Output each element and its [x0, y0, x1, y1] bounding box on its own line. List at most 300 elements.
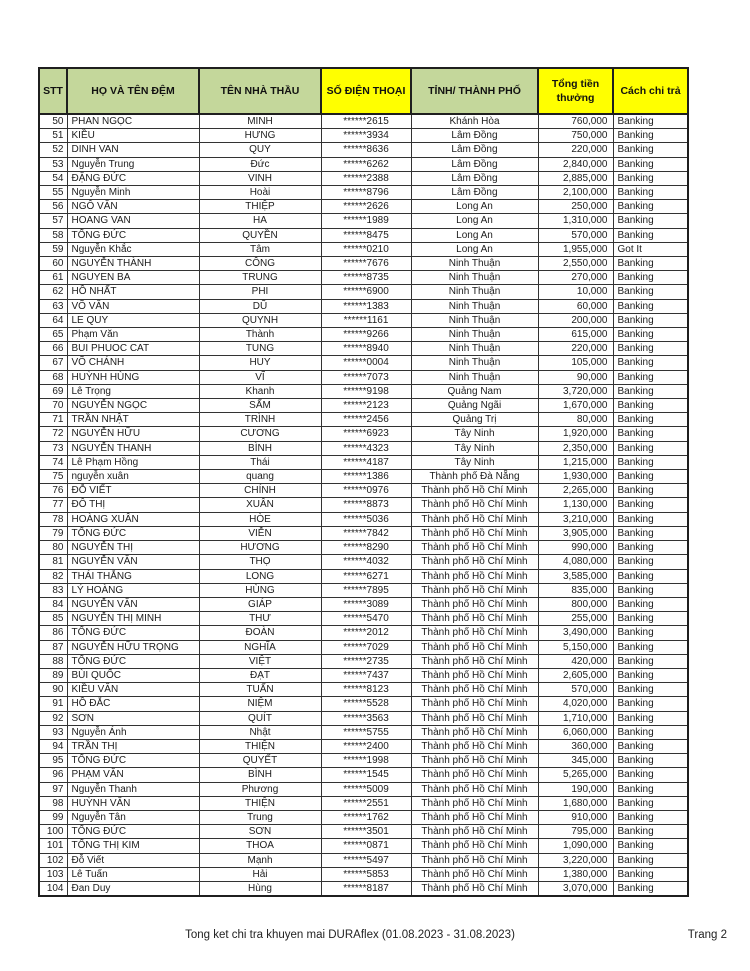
cell-contractor: Tâm — [199, 242, 321, 256]
col-header-phone: SỐ ĐIỆN THOẠI — [321, 68, 411, 114]
cell-stt: 61 — [39, 271, 67, 285]
cell-province: Thành phố Hồ Chí Minh — [411, 782, 538, 796]
cell-name: DINH VAN — [67, 143, 199, 157]
table-row — [39, 654, 688, 668]
cell-phone: ******8940 — [321, 342, 411, 356]
cell-amount: 105,000 — [538, 356, 613, 370]
cell-stt: 90 — [39, 683, 67, 697]
cell-name: NGUYỄN HỮU TRỌNG — [67, 640, 199, 654]
cell-province: Quảng Trị — [411, 413, 538, 427]
cell-contractor: HA — [199, 214, 321, 228]
cell-province: Ninh Thuận — [411, 356, 538, 370]
cell-province: Lâm Đồng — [411, 143, 538, 157]
table-row — [39, 612, 688, 626]
cell-amount: 3,720,000 — [538, 384, 613, 398]
cell-payment: Banking — [613, 200, 688, 214]
cell-phone: ******1989 — [321, 214, 411, 228]
cell-payment: Banking — [613, 484, 688, 498]
cell-payment: Banking — [613, 171, 688, 185]
cell-amount: 1,680,000 — [538, 796, 613, 810]
cell-contractor: Thái — [199, 455, 321, 469]
cell-province: Thành phố Hồ Chí Minh — [411, 668, 538, 682]
cell-phone: ******5755 — [321, 725, 411, 739]
cell-name: Lê Phạm Hồng — [67, 455, 199, 469]
cell-province: Thành phố Hồ Chí Minh — [411, 569, 538, 583]
cell-amount: 2,550,000 — [538, 257, 613, 271]
winners-table — [38, 67, 689, 897]
table-row — [39, 810, 688, 824]
cell-province: Thành phố Hồ Chí Minh — [411, 810, 538, 824]
cell-stt: 82 — [39, 569, 67, 583]
cell-name: HỒ NHẤT — [67, 285, 199, 299]
cell-name: NGUYEN BA — [67, 271, 199, 285]
cell-payment: Got It — [613, 242, 688, 256]
cell-amount: 3,210,000 — [538, 512, 613, 526]
cell-contractor: THƯ — [199, 612, 321, 626]
cell-stt: 103 — [39, 867, 67, 881]
cell-stt: 95 — [39, 754, 67, 768]
cell-province: Long An — [411, 242, 538, 256]
cell-province: Thành phố Hồ Chí Minh — [411, 881, 538, 896]
cell-name: TỐNG ĐỨC — [67, 754, 199, 768]
cell-payment: Banking — [613, 399, 688, 413]
table-row — [39, 328, 688, 342]
cell-phone: ******6900 — [321, 285, 411, 299]
cell-stt: 69 — [39, 384, 67, 398]
table-row — [39, 498, 688, 512]
cell-name: NGUYỄN THỊ MINH — [67, 612, 199, 626]
cell-phone: ******8187 — [321, 881, 411, 896]
cell-amount: 2,265,000 — [538, 484, 613, 498]
cell-contractor: quang — [199, 470, 321, 484]
cell-contractor: THIỆN — [199, 739, 321, 753]
cell-stt: 97 — [39, 782, 67, 796]
cell-name: VÕ VĂN — [67, 299, 199, 313]
table-row — [39, 569, 688, 583]
cell-contractor: GIÁP — [199, 597, 321, 611]
cell-name: ĐẶNG ĐỨC — [67, 171, 199, 185]
cell-name: Đỗ Viết — [67, 853, 199, 867]
col-header-province: TỈNH/ THÀNH PHỐ — [411, 68, 538, 114]
table-row — [39, 455, 688, 469]
cell-stt: 67 — [39, 356, 67, 370]
cell-name: TỐNG ĐỨC — [67, 626, 199, 640]
cell-province: Thành phố Đà Nẵng — [411, 470, 538, 484]
cell-phone: ******3501 — [321, 825, 411, 839]
cell-contractor: THIỆN — [199, 796, 321, 810]
table-row — [39, 356, 688, 370]
cell-province: Thành phố Hồ Chí Minh — [411, 654, 538, 668]
cell-stt: 58 — [39, 228, 67, 242]
cell-province: Thành phố Hồ Chí Minh — [411, 484, 538, 498]
cell-province: Tây Ninh — [411, 455, 538, 469]
cell-amount: 420,000 — [538, 654, 613, 668]
table-row — [39, 853, 688, 867]
cell-phone: ******5528 — [321, 697, 411, 711]
cell-phone: ******7842 — [321, 526, 411, 540]
cell-contractor: SƠN — [199, 825, 321, 839]
cell-stt: 81 — [39, 555, 67, 569]
cell-name: VÕ CHÁNH — [67, 356, 199, 370]
cell-amount: 3,220,000 — [538, 853, 613, 867]
cell-name: TỐNG ĐỨC — [67, 228, 199, 242]
cell-stt: 75 — [39, 470, 67, 484]
cell-stt: 89 — [39, 668, 67, 682]
cell-amount: 2,350,000 — [538, 441, 613, 455]
footer-page-number: Trang 2 — [687, 929, 727, 941]
cell-payment: Banking — [613, 186, 688, 200]
cell-name: Nguyễn Ánh — [67, 725, 199, 739]
cell-phone: ******7029 — [321, 640, 411, 654]
cell-phone: ******2551 — [321, 796, 411, 810]
cell-province: Thành phố Hồ Chí Minh — [411, 541, 538, 555]
cell-payment: Banking — [613, 810, 688, 824]
table-row — [39, 526, 688, 540]
cell-contractor: DŨ — [199, 299, 321, 313]
cell-stt: 56 — [39, 200, 67, 214]
cell-phone: ******6262 — [321, 157, 411, 171]
cell-amount: 615,000 — [538, 328, 613, 342]
cell-payment: Banking — [613, 257, 688, 271]
cell-contractor: HUY — [199, 356, 321, 370]
cell-phone: ******8735 — [321, 271, 411, 285]
cell-contractor: SẤM — [199, 399, 321, 413]
cell-phone: ******2123 — [321, 399, 411, 413]
cell-contractor: ĐẠT — [199, 668, 321, 682]
cell-phone: ******2400 — [321, 739, 411, 753]
cell-amount: 360,000 — [538, 739, 613, 753]
table-row — [39, 782, 688, 796]
table-row — [39, 867, 688, 881]
cell-amount: 6,060,000 — [538, 725, 613, 739]
cell-amount: 1,310,000 — [538, 214, 613, 228]
cell-province: Lâm Đồng — [411, 186, 538, 200]
cell-payment: Banking — [613, 612, 688, 626]
cell-province: Thành phố Hồ Chí Minh — [411, 498, 538, 512]
cell-phone: ******3563 — [321, 711, 411, 725]
cell-contractor: Thành — [199, 328, 321, 342]
table-row — [39, 214, 688, 228]
cell-phone: ******0004 — [321, 356, 411, 370]
cell-stt: 62 — [39, 285, 67, 299]
cell-name: NGUYỄN NGỌC — [67, 399, 199, 413]
cell-amount: 750,000 — [538, 129, 613, 143]
cell-phone: ******3089 — [321, 597, 411, 611]
cell-stt: 55 — [39, 186, 67, 200]
cell-payment: Banking — [613, 640, 688, 654]
cell-phone: ******8475 — [321, 228, 411, 242]
cell-amount: 220,000 — [538, 143, 613, 157]
table-row — [39, 257, 688, 271]
cell-stt: 72 — [39, 427, 67, 441]
cell-province: Thành phố Hồ Chí Minh — [411, 711, 538, 725]
cell-payment: Banking — [613, 413, 688, 427]
cell-contractor: XUÂN — [199, 498, 321, 512]
cell-amount: 80,000 — [538, 413, 613, 427]
cell-contractor: HÙNG — [199, 583, 321, 597]
cell-province: Long An — [411, 228, 538, 242]
cell-amount: 270,000 — [538, 271, 613, 285]
cell-contractor: QUÍT — [199, 711, 321, 725]
col-header-payment: Cách chi trả — [613, 68, 688, 114]
cell-contractor: VIỆT — [199, 654, 321, 668]
cell-contractor: THOA — [199, 839, 321, 853]
cell-province: Tây Ninh — [411, 427, 538, 441]
table-row — [39, 697, 688, 711]
cell-name: NGUYỄN VĂN — [67, 597, 199, 611]
cell-name: NGUYỄN THÀNH — [67, 257, 199, 271]
cell-stt: 101 — [39, 839, 67, 853]
cell-phone: ******8290 — [321, 541, 411, 555]
cell-stt: 66 — [39, 342, 67, 356]
cell-province: Thành phố Hồ Chí Minh — [411, 555, 538, 569]
table-row — [39, 597, 688, 611]
cell-name: Nguyễn Minh — [67, 186, 199, 200]
table-row — [39, 626, 688, 640]
cell-name: Nguyễn Khắc — [67, 242, 199, 256]
cell-amount: 800,000 — [538, 597, 613, 611]
cell-province: Long An — [411, 214, 538, 228]
cell-province: Tây Ninh — [411, 441, 538, 455]
cell-contractor: TUNG — [199, 342, 321, 356]
cell-stt: 91 — [39, 697, 67, 711]
col-header-contractor: TÊN NHÀ THẦU — [199, 68, 321, 114]
cell-amount: 60,000 — [538, 299, 613, 313]
cell-amount: 10,000 — [538, 285, 613, 299]
cell-phone: ******5036 — [321, 512, 411, 526]
cell-province: Ninh Thuận — [411, 370, 538, 384]
cell-province: Lâm Đồng — [411, 157, 538, 171]
cell-stt: 50 — [39, 114, 67, 129]
table-row — [39, 370, 688, 384]
cell-payment: Banking — [613, 697, 688, 711]
cell-contractor: Hải — [199, 867, 321, 881]
cell-payment: Banking — [613, 782, 688, 796]
cell-payment: Banking — [613, 739, 688, 753]
cell-province: Thành phố Hồ Chí Minh — [411, 626, 538, 640]
cell-amount: 1,215,000 — [538, 455, 613, 469]
cell-phone: ******2626 — [321, 200, 411, 214]
cell-contractor: Trung — [199, 810, 321, 824]
table-row — [39, 484, 688, 498]
cell-stt: 57 — [39, 214, 67, 228]
cell-payment: Banking — [613, 654, 688, 668]
cell-contractor: VINH — [199, 171, 321, 185]
table-row — [39, 285, 688, 299]
cell-phone: ******3934 — [321, 129, 411, 143]
table-row — [39, 342, 688, 356]
cell-payment: Banking — [613, 271, 688, 285]
cell-payment: Banking — [613, 299, 688, 313]
cell-phone: ******0976 — [321, 484, 411, 498]
table-row — [39, 839, 688, 853]
col-header-name: HỌ VÀ TÊN ĐỆM — [67, 68, 199, 114]
cell-name: BUI PHUOC CAT — [67, 342, 199, 356]
table-row — [39, 768, 688, 782]
cell-amount: 90,000 — [538, 370, 613, 384]
cell-contractor: Nhật — [199, 725, 321, 739]
cell-stt: 85 — [39, 612, 67, 626]
cell-payment: Banking — [613, 555, 688, 569]
cell-contractor: BÌNH — [199, 768, 321, 782]
cell-phone: ******8636 — [321, 143, 411, 157]
cell-phone: ******0210 — [321, 242, 411, 256]
table-row — [39, 541, 688, 555]
table-row — [39, 583, 688, 597]
cell-contractor: Phương — [199, 782, 321, 796]
table-row — [39, 683, 688, 697]
cell-stt: 53 — [39, 157, 67, 171]
table-row — [39, 825, 688, 839]
cell-amount: 1,380,000 — [538, 867, 613, 881]
cell-province: Thành phố Hồ Chí Minh — [411, 640, 538, 654]
cell-province: Thành phố Hồ Chí Minh — [411, 739, 538, 753]
cell-name: LE QUY — [67, 313, 199, 327]
cell-contractor: THIỆP — [199, 200, 321, 214]
cell-phone: ******2615 — [321, 114, 411, 129]
cell-name: TỐNG ĐỨC — [67, 825, 199, 839]
cell-province: Ninh Thuận — [411, 271, 538, 285]
cell-stt: 63 — [39, 299, 67, 313]
table-row — [39, 640, 688, 654]
cell-amount: 570,000 — [538, 228, 613, 242]
cell-name: NGUYỄN THỊ — [67, 541, 199, 555]
table-row — [39, 384, 688, 398]
cell-stt: 74 — [39, 455, 67, 469]
cell-contractor: VIỄN — [199, 526, 321, 540]
cell-name: SƠN — [67, 711, 199, 725]
cell-phone: ******8873 — [321, 498, 411, 512]
cell-amount: 1,710,000 — [538, 711, 613, 725]
cell-stt: 54 — [39, 171, 67, 185]
cell-payment: Banking — [613, 356, 688, 370]
cell-stt: 73 — [39, 441, 67, 455]
cell-stt: 102 — [39, 853, 67, 867]
cell-amount: 4,020,000 — [538, 697, 613, 711]
cell-amount: 835,000 — [538, 583, 613, 597]
cell-payment: Banking — [613, 370, 688, 384]
cell-province: Thành phố Hồ Chí Minh — [411, 725, 538, 739]
cell-payment: Banking — [613, 228, 688, 242]
cell-phone: ******2735 — [321, 654, 411, 668]
cell-payment: Banking — [613, 825, 688, 839]
cell-stt: 92 — [39, 711, 67, 725]
cell-name: KIỀU VĂN — [67, 683, 199, 697]
cell-name: Nguyễn Tân — [67, 810, 199, 824]
cell-amount: 1,090,000 — [538, 839, 613, 853]
cell-phone: ******1998 — [321, 754, 411, 768]
table-row — [39, 399, 688, 413]
cell-amount: 255,000 — [538, 612, 613, 626]
cell-province: Khánh Hòa — [411, 114, 538, 129]
cell-province: Ninh Thuận — [411, 313, 538, 327]
table-row — [39, 129, 688, 143]
cell-stt: 104 — [39, 881, 67, 896]
cell-province: Thành phố Hồ Chí Minh — [411, 839, 538, 853]
cell-contractor: MINH — [199, 114, 321, 129]
cell-province: Thành phố Hồ Chí Minh — [411, 597, 538, 611]
cell-stt: 65 — [39, 328, 67, 342]
cell-name: TRẦN THỊ — [67, 739, 199, 753]
table-row — [39, 171, 688, 185]
cell-stt: 88 — [39, 654, 67, 668]
cell-amount: 1,670,000 — [538, 399, 613, 413]
cell-phone: ******0871 — [321, 839, 411, 853]
cell-province: Ninh Thuận — [411, 257, 538, 271]
table-row — [39, 413, 688, 427]
cell-name: Phạm Văn — [67, 328, 199, 342]
cell-name: TỐNG ĐỨC — [67, 526, 199, 540]
cell-stt: 99 — [39, 810, 67, 824]
cell-payment: Banking — [613, 626, 688, 640]
cell-stt: 60 — [39, 257, 67, 271]
cell-phone: ******6923 — [321, 427, 411, 441]
cell-amount: 795,000 — [538, 825, 613, 839]
table-body — [39, 114, 688, 896]
table-row — [39, 441, 688, 455]
cell-amount: 2,885,000 — [538, 171, 613, 185]
cell-name: Nguyễn Trung — [67, 157, 199, 171]
cell-amount: 2,840,000 — [538, 157, 613, 171]
cell-name: Lê Trọng — [67, 384, 199, 398]
cell-name: NGUYỄN HỮU — [67, 427, 199, 441]
cell-payment: Banking — [613, 583, 688, 597]
cell-phone: ******1161 — [321, 313, 411, 327]
cell-stt: 59 — [39, 242, 67, 256]
cell-province: Thành phố Hồ Chí Minh — [411, 526, 538, 540]
cell-name: Đan Duy — [67, 881, 199, 896]
cell-province: Thành phố Hồ Chí Minh — [411, 612, 538, 626]
cell-stt: 70 — [39, 399, 67, 413]
cell-name: TỐNG THỊ KIM — [67, 839, 199, 853]
cell-amount: 5,150,000 — [538, 640, 613, 654]
cell-phone: ******2388 — [321, 171, 411, 185]
cell-name: NGÔ VĂN — [67, 200, 199, 214]
cell-payment: Banking — [613, 768, 688, 782]
cell-payment: Banking — [613, 839, 688, 853]
cell-contractor: CƯƠNG — [199, 427, 321, 441]
cell-province: Thành phố Hồ Chí Minh — [411, 796, 538, 810]
cell-amount: 3,585,000 — [538, 569, 613, 583]
table-row — [39, 143, 688, 157]
cell-province: Ninh Thuận — [411, 328, 538, 342]
footer-summary: Tong ket chi tra khuyen mai DURAflex (01.08.2023 - 31.08.2023) — [185, 929, 515, 941]
cell-province: Quảng Ngãi — [411, 399, 538, 413]
cell-name: nguyễn xuân — [67, 470, 199, 484]
cell-phone: ******6271 — [321, 569, 411, 583]
cell-stt: 86 — [39, 626, 67, 640]
cell-name: TỐNG ĐỨC — [67, 654, 199, 668]
cell-stt: 80 — [39, 541, 67, 555]
cell-name: THÁI THẮNG — [67, 569, 199, 583]
cell-amount: 3,905,000 — [538, 526, 613, 540]
cell-amount: 1,955,000 — [538, 242, 613, 256]
cell-payment: Banking — [613, 512, 688, 526]
cell-payment: Banking — [613, 157, 688, 171]
cell-province: Thành phố Hồ Chí Minh — [411, 754, 538, 768]
cell-contractor: QUY — [199, 143, 321, 157]
cell-stt: 96 — [39, 768, 67, 782]
table-header — [39, 68, 688, 114]
cell-stt: 100 — [39, 825, 67, 839]
cell-payment: Banking — [613, 725, 688, 739]
cell-stt: 78 — [39, 512, 67, 526]
cell-payment: Banking — [613, 342, 688, 356]
table-row — [39, 739, 688, 753]
cell-contractor: THỌ — [199, 555, 321, 569]
cell-phone: ******4323 — [321, 441, 411, 455]
table-row — [39, 299, 688, 313]
